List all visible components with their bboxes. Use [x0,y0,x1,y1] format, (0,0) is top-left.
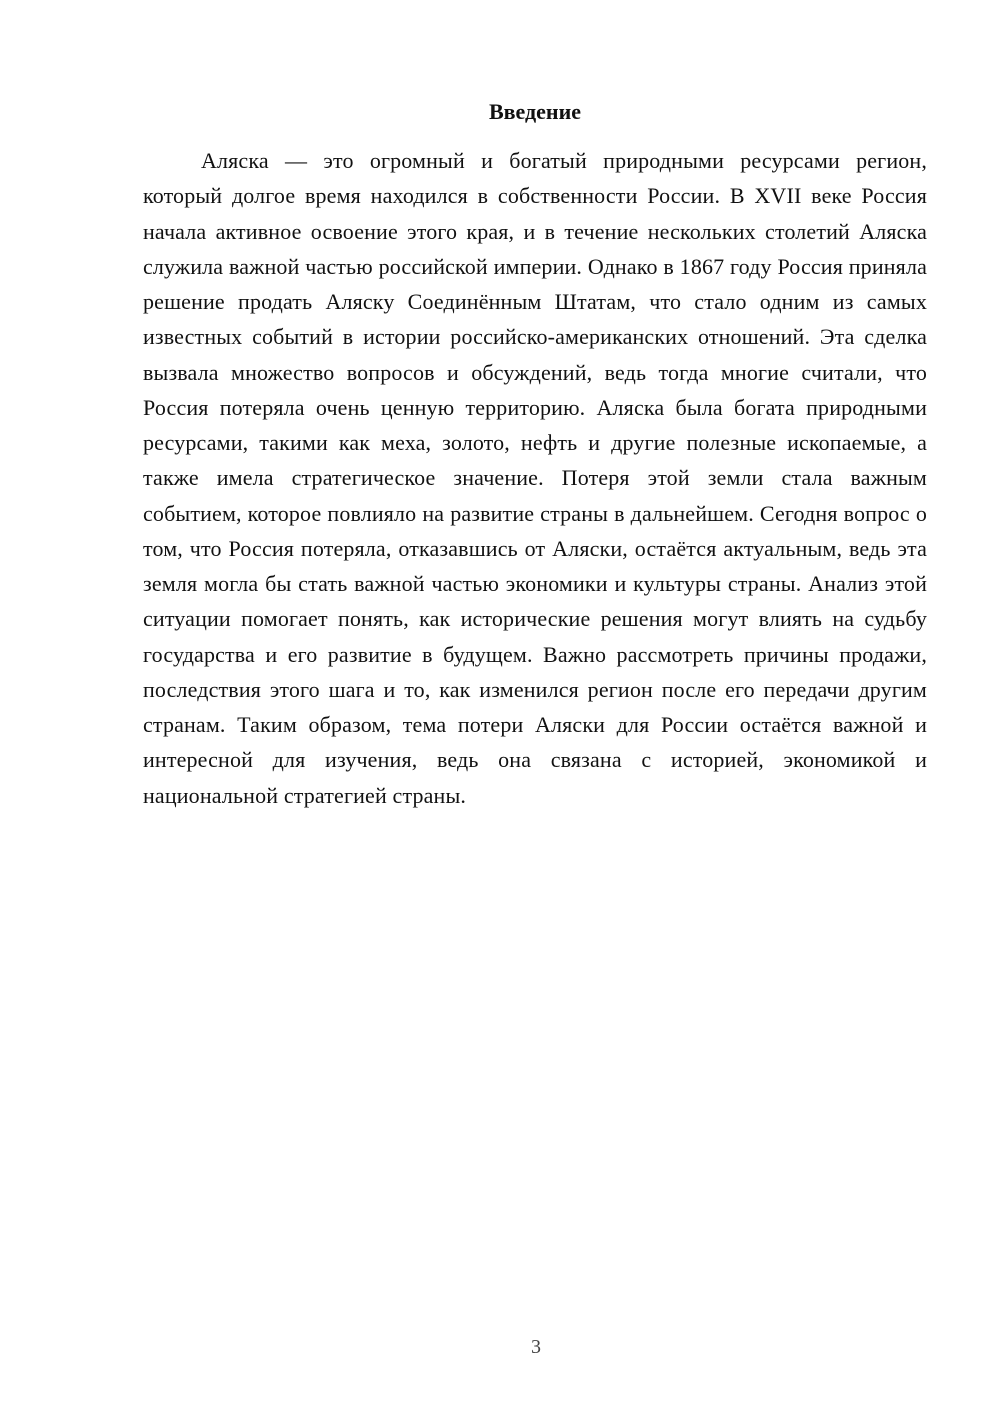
section-heading: Введение [488,99,582,124]
introduction-paragraph: Аляска — это огромный и богатый природными ресурсами регион, который долгое время находился в собственности России. В XVII веке Россия начала активное освоение этого края, и в течение нескольких столетий Аляска служила важной частью российской империи. Однако в 1867 году Россия приняла решение продать Аляску Соединённым Штатам, что стало одним из самых известных событий в истории российско-американских отношений. Эта сделка вызвала множество вопросов и обсуждений, ведь тогда многие считали, что Россия потеряла очень ценную территорию. Аляска была богата природными ресурсами, такими как меха, золото, нефть и другие полезные ископаемые, а также имела стратегическое значение. Потеря этой земли стала важным событием, которое повлияло на развитие страны в дальнейшем. Сегодня вопрос о том, что Россия потеряла, отказавшись от Аляски, остаётся актуальным, ведь эта земля могла бы стать важной частью экономики и культуры страны. Анализ этой ситуации помогает понять, как исторические решения могут влиять на судьбу государства и его развитие в будущем. Важно рассмотреть причины продажи, последствия этого шага и то, как изменился регион после его передачи другим странам. Таким образом, тема потери Аляски для России остаётся важной и интересной для изучения, ведь она связана с историей, экономикой и национальной стратегией страны. [143,148,927,808]
page-number: 3 [531,1336,541,1358]
